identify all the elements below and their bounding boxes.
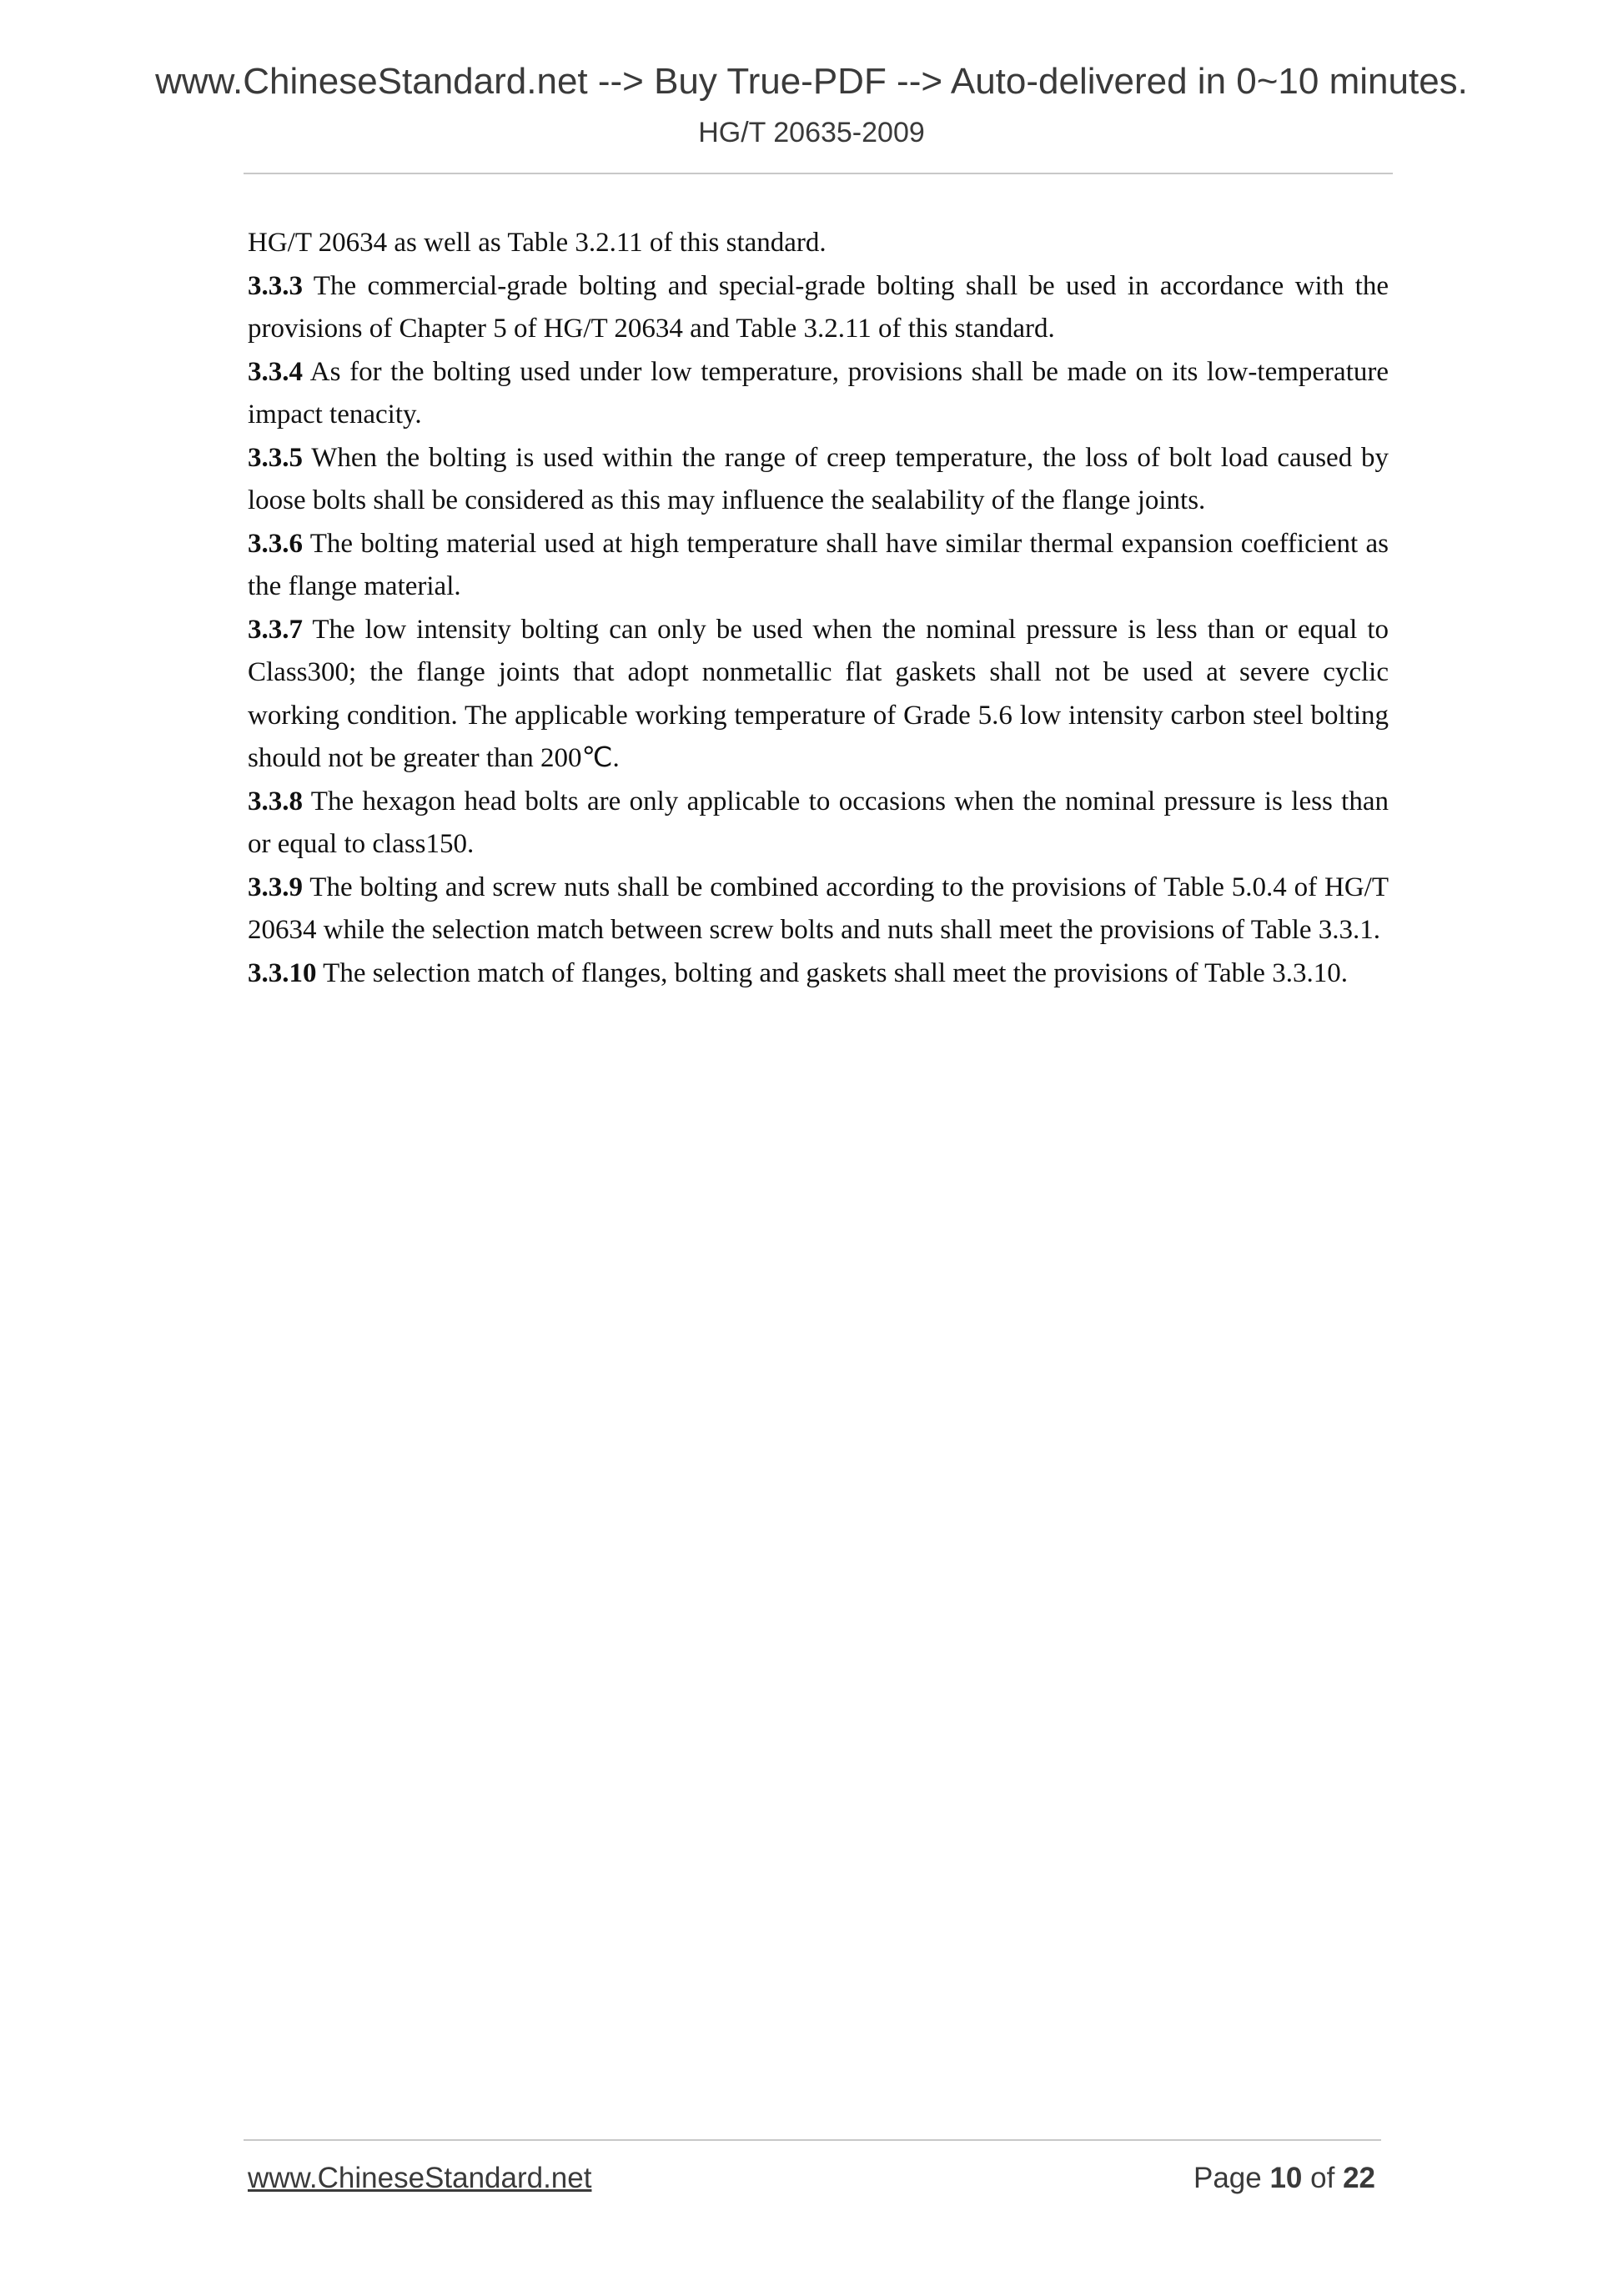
clause-text: The low intensity bolting can only be used when the nominal pressure is less than or equal to Class300; the flange joints that adopt nonmetallic flat gaskets shall not be used at severe cyclic working condition. The applicable working temperature of Grade 5.6 low intensity carbon steel bolting should not be greater than 200℃. [248, 614, 1389, 773]
clause-text: When the bolting is used within the range of creep temperature, the loss of bolt load caused by loose bolts shall be considered as this may influence the sealability of the flange joints. [248, 442, 1389, 515]
clause-number: 3.3.9 [248, 872, 303, 902]
clause-3-3-5 [248, 437, 1389, 523]
clause-number: 3.3.4 [248, 356, 303, 387]
clause-3-3-6 [248, 523, 1389, 609]
clause-number: 3.3.7 [248, 614, 303, 645]
clause-3-3-7 [248, 609, 1389, 781]
clause-number: 3.3.8 [248, 786, 303, 816]
clause-text: The selection match of flanges, bolting and gaskets shall meet the provisions of Table 3.3.10. [323, 957, 1348, 988]
clause-text: The bolting and screw nuts shall be combined according to the provisions of Table 5.0.4 of HG/T 20634 while the selection match between screw bolts and nuts shall meet the provisions of Table 3.3.1. [248, 872, 1389, 945]
current-page: 10 [1269, 2162, 1303, 2194]
clause-text: The commercial-grade bolting and special-grade bolting shall be used in accordance with the provisions of Chapter 5 of HG/T 20634 and Table 3.2.11 of this standard. [248, 270, 1389, 344]
clause-text: The bolting material used at high temperature shall have similar thermal expansion coefficient as the flange material. [248, 528, 1389, 601]
clause-3-3-9 [248, 867, 1389, 952]
document-body [248, 222, 1389, 995]
standard-code: HG/T 20635-2009 [698, 117, 925, 148]
clause-number: 3.3.6 [248, 528, 303, 559]
clause-number: 3.3.5 [248, 442, 303, 473]
clause-3-3-3 [248, 265, 1389, 351]
total-pages: 22 [1343, 2162, 1375, 2194]
clause-3-3-8 [248, 781, 1389, 867]
header-divider [244, 173, 1393, 174]
clause-text: The hexagon head bolts are only applicable to occasions when the nominal pressure is less than or equal to class150. [248, 786, 1389, 859]
footer-divider [244, 2139, 1381, 2141]
footer-site-link[interactable]: www.ChineseStandard.net [248, 2162, 592, 2194]
clause-number: 3.3.10 [248, 957, 317, 988]
page-of: of [1310, 2162, 1335, 2194]
clause-number: 3.3.3 [248, 270, 303, 301]
site-banner: www.ChineseStandard.net --> Buy True-PDF --> Auto-delivered in 0~10 minutes. [155, 61, 1468, 102]
clause-text: As for the bolting used under low temperature, provisions shall be made on its low-temperature impact tenacity. [248, 356, 1389, 430]
clause-3-3-4 [248, 351, 1389, 437]
continuation-text: HG/T 20634 as well as Table 3.2.11 of this standard. [248, 228, 827, 258]
page-word: Page [1193, 2162, 1262, 2194]
clause-3-3-10 [248, 952, 1389, 996]
page-indicator [1193, 2163, 1375, 2193]
